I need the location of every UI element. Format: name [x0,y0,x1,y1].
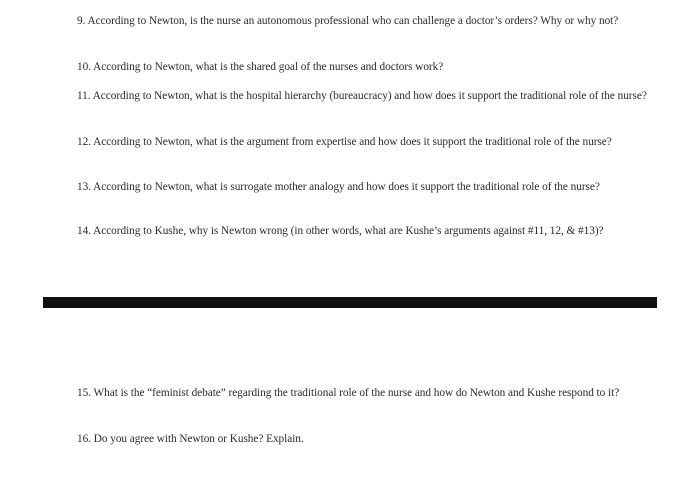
question-16: 16. Do you agree with Newton or Kushe? Explain. [77,433,304,445]
question-10: 10. According to Newton, what is the shared goal of the nurses and doctors work? [77,61,444,73]
question-14: 14. According to Kushe, why is Newton wrong (in other words, what are Kushe’s arguments against #11, 12, & #13)? [77,225,604,237]
question-9: 9. According to Newton, is the nurse an autonomous professional who can challenge a doctor’s orders? Why or why not? [77,15,619,27]
question-12: 12. According to Newton, what is the argument from expertise and how does it support the traditional role of the nurse? [77,136,612,148]
question-13: 13. According to Newton, what is surrogate mother analogy and how does it support the traditional role of the nurse? [77,181,600,193]
question-15: 15. What is the “feminist debate” regarding the traditional role of the nurse and how do Newton and Kushe respond to it? [77,387,620,399]
question-11: 11. According to Newton, what is the hospital hierarchy (bureaucracy) and how does it support the traditional role of the nurse? [77,90,647,102]
black-divider-bar [43,297,657,308]
